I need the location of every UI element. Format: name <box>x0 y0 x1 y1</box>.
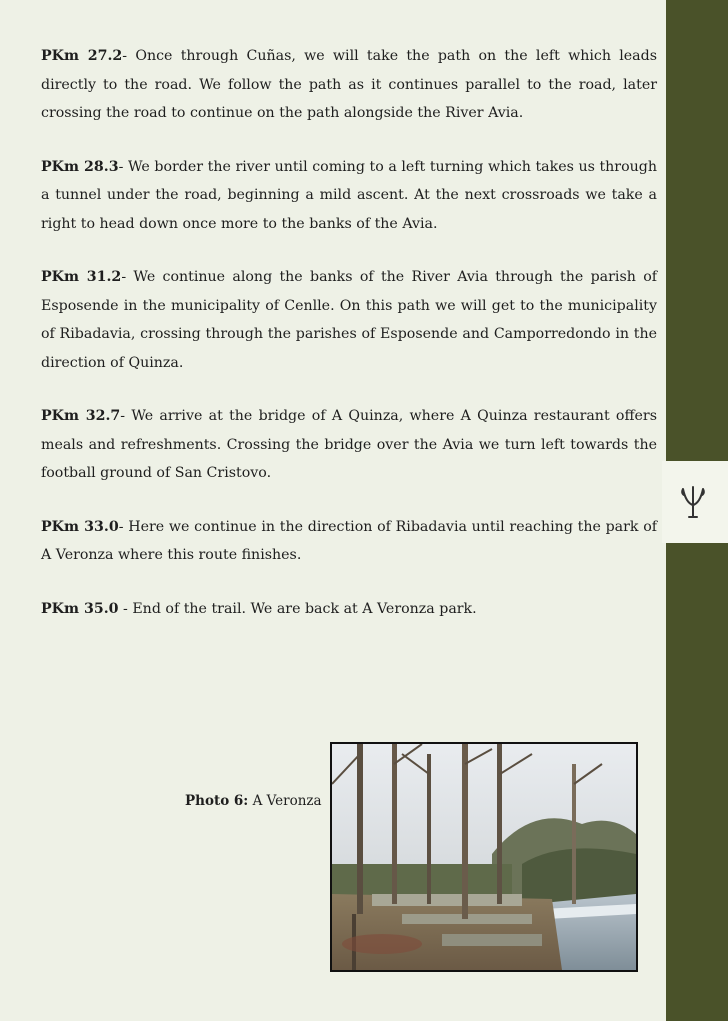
paragraph-pkm-32-7 <box>41 402 657 488</box>
sidebar-tab <box>662 461 728 543</box>
pkm-label: PKm 27.2 <box>41 48 123 64</box>
main-content <box>41 42 657 648</box>
photo-caption <box>185 793 322 809</box>
photo-caption-label: Photo 6: <box>185 793 249 809</box>
paragraph-text: - We arrive at the bridge of A Quinza, where A Quinza restaurant offers meals and refreshments. Crossing the bridge over the Avia we turn left towards the football ground of San Cristovo. <box>41 408 657 481</box>
paragraph-text: - End of the trail. We are back at A Veronza park. <box>118 600 477 617</box>
park-river-photo <box>332 744 636 970</box>
paragraph-pkm-27-2 <box>41 42 657 128</box>
psi-symbol-icon <box>680 483 706 521</box>
paragraph-text: - We border the river until coming to a left turning which takes us through a tunnel under the road, beginning a mild ascent. At the next crossroads we take a right to head down once more to the banks of the Avia. <box>41 158 657 232</box>
pkm-label: PKm 33.0 <box>41 518 119 535</box>
paragraph-pkm-31-2 <box>41 263 657 377</box>
photo-a-veronza <box>330 742 638 972</box>
paragraph-text: - Once through Cuñas, we will take the path on the left which leads directly to the road. We follow the path as it continues parallel to the road, later crossing the road to continue on the path alongside the River Avia. <box>41 48 657 121</box>
paragraph-text: - We continue along the banks of the River Avia through the parish of Esposende in the municipality of Cenlle. On this path we will get to the municipality of Ribadavia, crossing through the parishes of Esposende and Camporredondo in the direction of Quinza. <box>41 269 657 371</box>
pkm-label: PKm 32.7 <box>41 408 121 424</box>
paragraph-text: - Here we continue in the direction of Ribadavia until reaching the park of A Veronza where this route finishes. <box>41 518 657 563</box>
pkm-label: PKm 35.0 <box>41 600 119 617</box>
photo-caption-text: A Veronza <box>248 793 322 809</box>
sidebar-bar <box>666 0 728 1021</box>
paragraph-pkm-28-3 <box>41 153 657 239</box>
paragraph-pkm-33-0 <box>41 513 657 570</box>
pkm-label: PKm 31.2 <box>41 269 122 285</box>
pkm-label: PKm 28.3 <box>41 158 119 175</box>
paragraph-pkm-35-0 <box>41 595 657 624</box>
